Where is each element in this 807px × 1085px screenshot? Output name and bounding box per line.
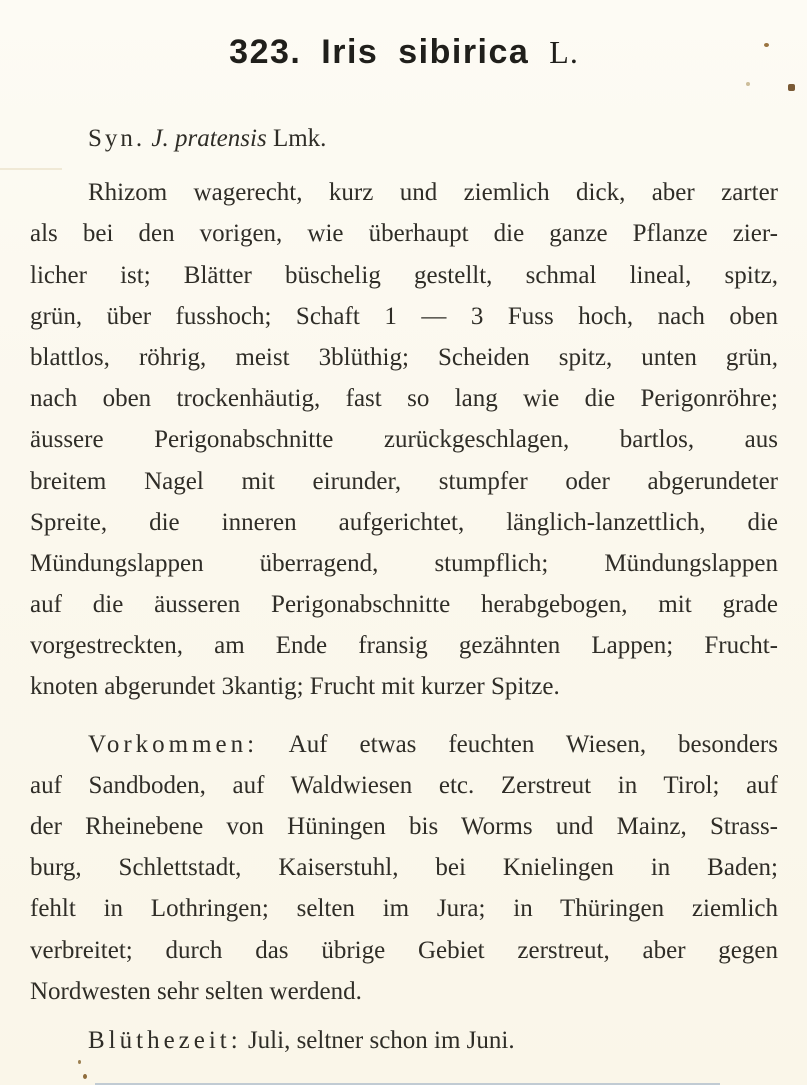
description-line: als bei den vorigen, wie überhaupt die ganze Pflanze zier- <box>30 220 778 248</box>
occurrence-line <box>30 724 778 765</box>
paper-speck <box>746 82 750 86</box>
description-line: Mündungslappen überragend, stumpflich; Mündungslappen <box>30 549 778 577</box>
occurrence-line: der Rheinebene von Hüningen bis Worms und Mainz, Strass- <box>30 813 778 840</box>
synonym-author: Lmk. <box>272 125 327 152</box>
paper-speck <box>83 1074 87 1079</box>
description-line: nach oben trockenhäutig, fast so lang wie die Perigonröhre; <box>30 385 778 413</box>
description-line: auf die äusseren Perigonabschnitte herabgebogen, mit grade <box>30 591 778 619</box>
description-line: vorgestreckten, am Ende fransig gezähnten Lappen; Frucht- <box>30 632 778 660</box>
occurrence-label: Vorkommen: <box>88 730 259 758</box>
page-title <box>30 30 778 74</box>
paper-speck <box>788 84 795 91</box>
synonym-line <box>30 118 778 159</box>
synonym-label: Syn. <box>88 125 146 152</box>
description-line: äussere Perigonabschnitte zurückgeschlagen, bartlos, aus <box>30 426 778 454</box>
occurrence-line: burg, Schlettstadt, Kaiserstuhl, bei Knielingen in Baden; <box>30 854 778 882</box>
paper-speck <box>764 43 769 47</box>
species-number-and-name: 323. Iris sibirica <box>229 33 530 71</box>
bloom-text: Juli, seltner schon im Juni. <box>247 1026 515 1054</box>
description-paragraph <box>30 172 778 707</box>
description-line: Spreite, die inneren aufgerichtet, länglich-lanzettlich, die <box>30 508 778 536</box>
description-line: blattlos, röhrig, meist 3blüthig; Scheiden spitz, unten grün, <box>30 343 778 371</box>
paper-crease-line <box>0 168 62 170</box>
species-author-abbrev: L. <box>549 34 579 70</box>
synonym-species-name: J. pratensis <box>151 125 267 152</box>
paper-speck <box>78 1060 81 1064</box>
description-line: breitem Nagel mit eirunder, stumpfer oder abgerundeter <box>30 467 778 495</box>
description-line: Rhizom wagerecht, kurz und ziemlich dick, aber zarter <box>88 179 778 207</box>
bloom-label: Blüthezeit: <box>88 1026 242 1054</box>
occurrence-line-text: Auf etwas feuchten Wiesen, besonders <box>288 730 778 758</box>
occurrence-paragraph <box>30 724 778 1012</box>
description-line: grün, über fusshoch; Schaft 1 — 3 Fuss hoch, nach oben <box>30 302 778 330</box>
occurrence-line: verbreitet; durch das übrige Gebiet zerstreut, aber gegen <box>30 936 778 964</box>
occurrence-line: fehlt in Lothringen; selten im Jura; in Thüringen ziemlich <box>30 895 778 923</box>
bloom-line <box>30 1020 778 1061</box>
description-line: knoten abgerundet 3kantig; Frucht mit kurzer Spitze. <box>30 673 560 701</box>
bloom-paragraph <box>30 1020 778 1061</box>
occurrence-line: auf Sandboden, auf Waldwiesen etc. Zerstreut in Tirol; auf <box>30 771 778 799</box>
occurrence-line: Nordwesten sehr selten werdend. <box>30 977 362 1005</box>
description-line: licher ist; Blätter büschelig gestellt, schmal lineal, spitz, <box>30 261 778 289</box>
